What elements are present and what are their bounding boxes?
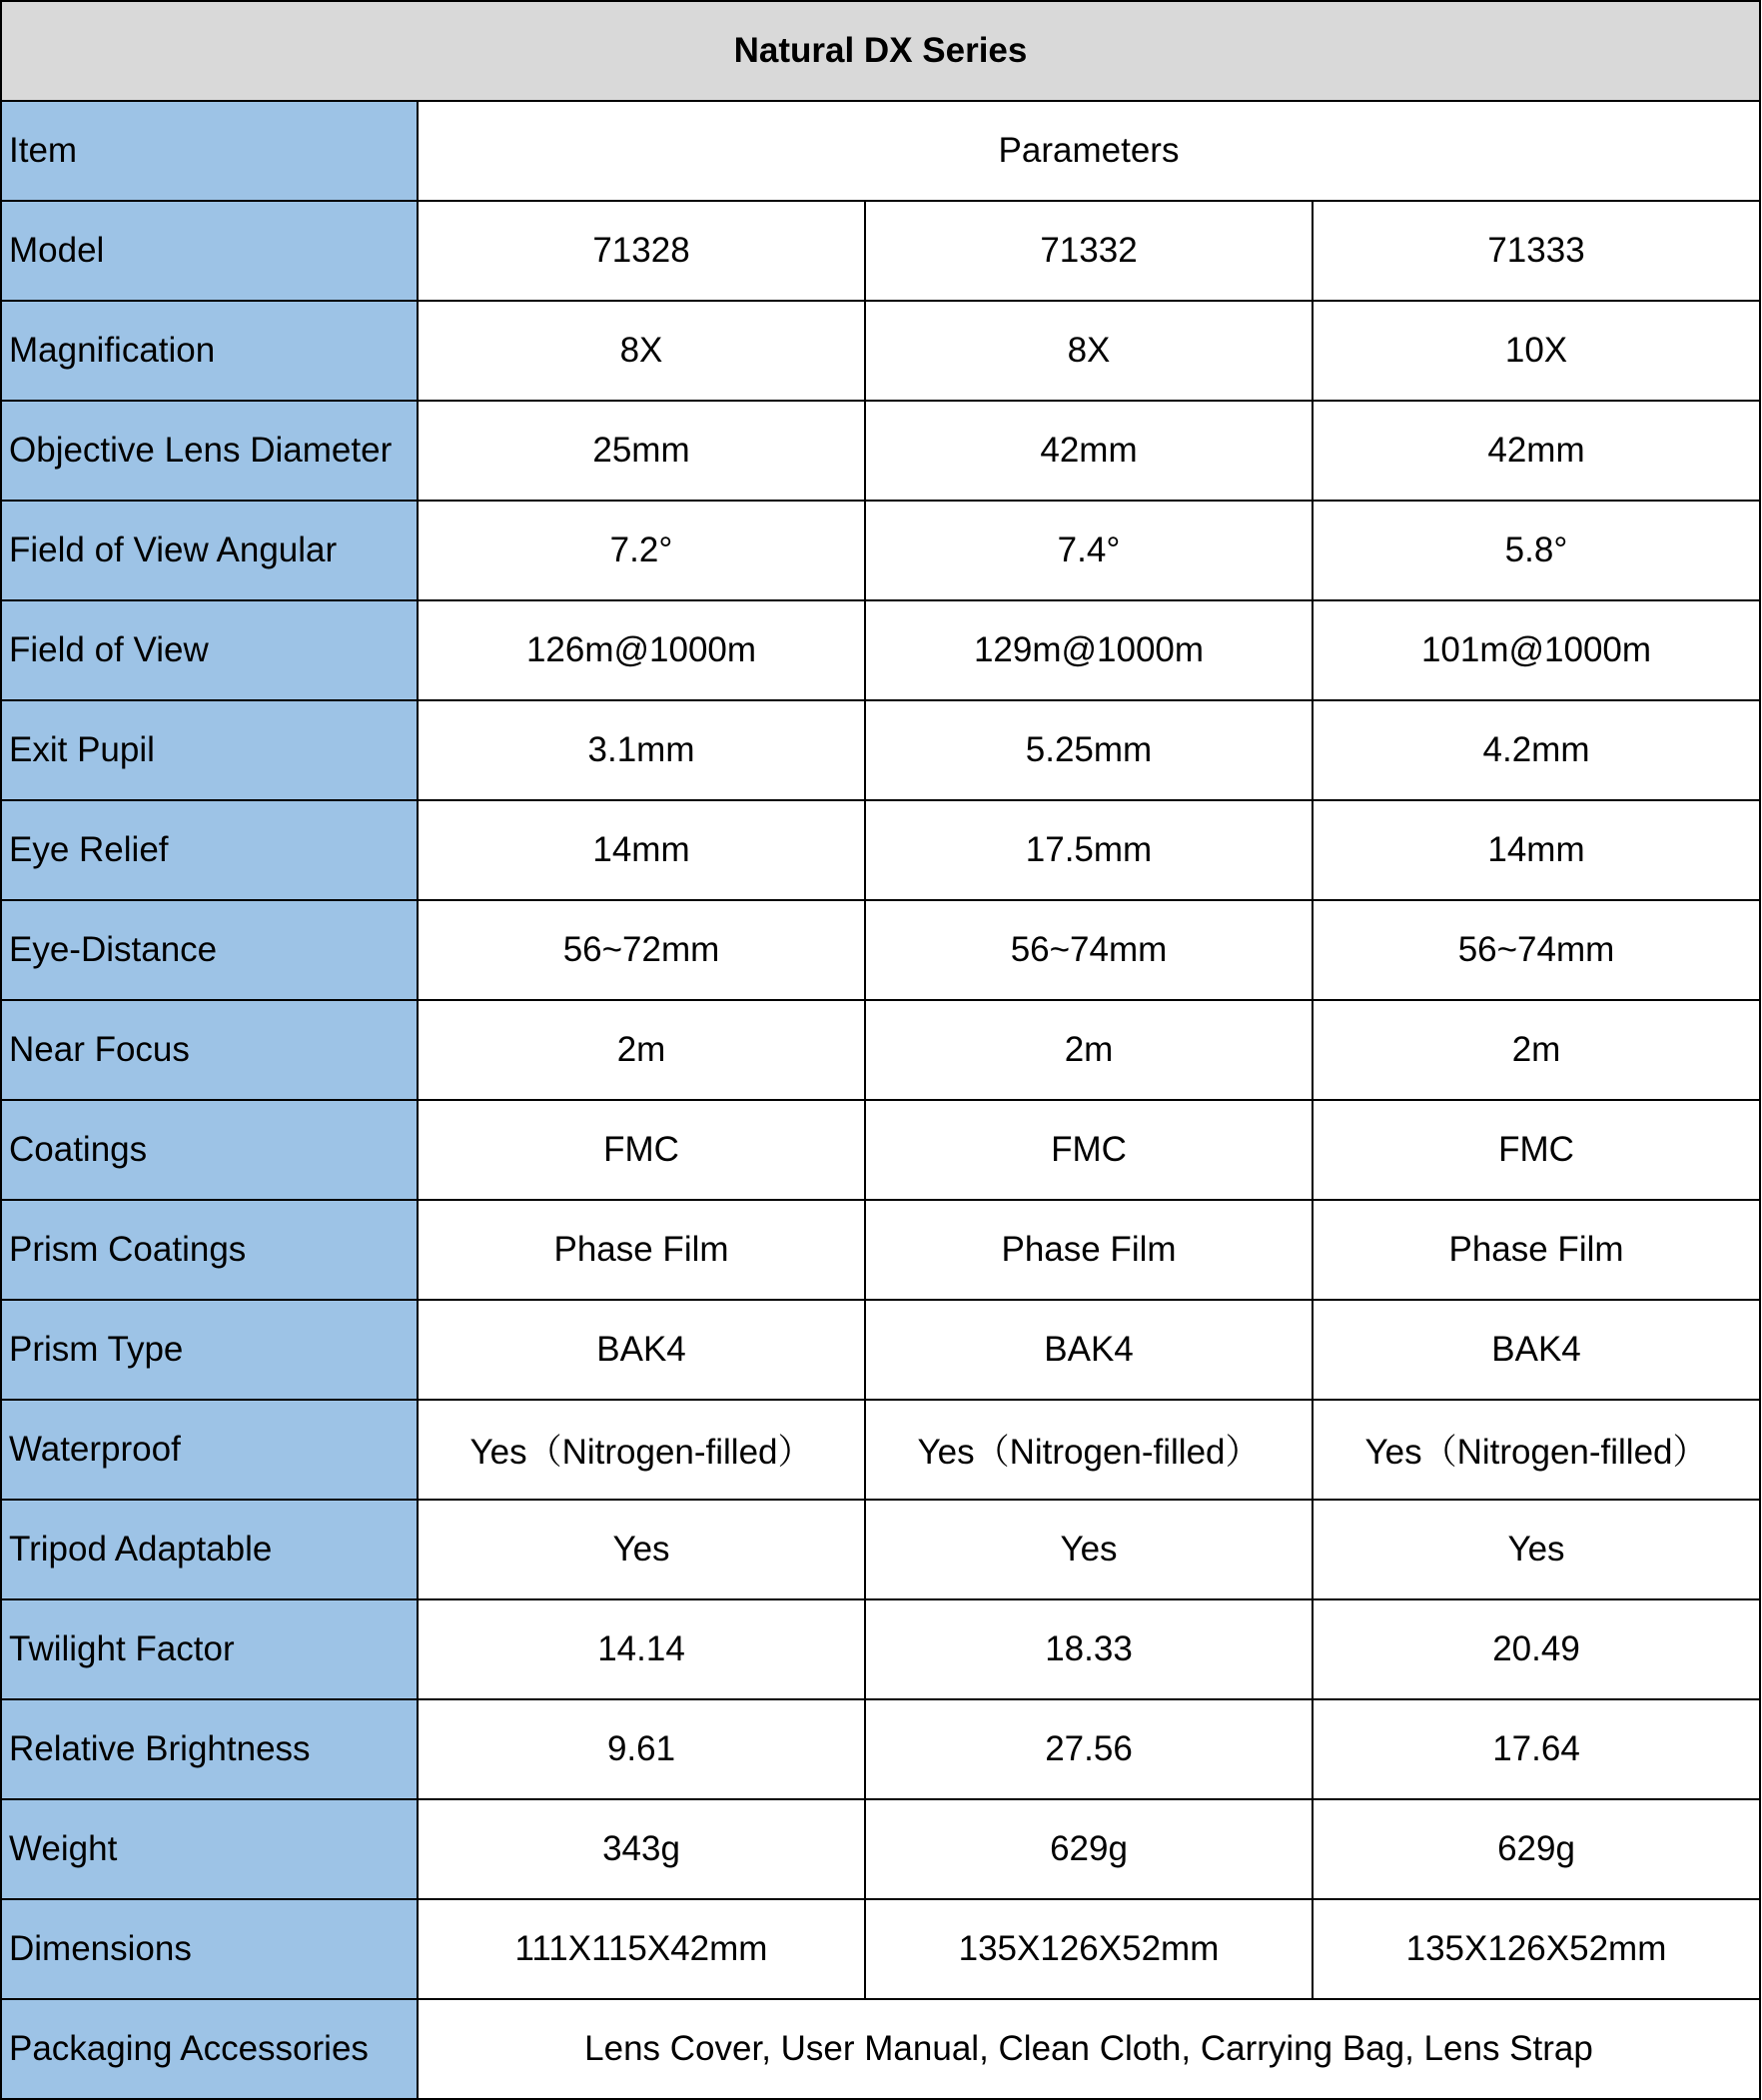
row-label: Field of View Angular — [1, 501, 418, 600]
cell-value: Yes — [1313, 1500, 1760, 1599]
cell-value: FMC — [418, 1100, 865, 1200]
cell-value: 111X115X42mm — [418, 1899, 865, 1999]
table-row — [1, 201, 1760, 301]
header-item-label: Item — [1, 101, 418, 201]
table-row — [1, 401, 1760, 501]
footer-row — [1, 1999, 1760, 2099]
table-row — [1, 800, 1760, 900]
row-label: Waterproof — [1, 1400, 418, 1500]
table-row — [1, 900, 1760, 1000]
row-label: Eye Relief — [1, 800, 418, 900]
row-label: Prism Type — [1, 1300, 418, 1400]
row-label: Dimensions — [1, 1899, 418, 1999]
cell-value: 42mm — [1313, 401, 1760, 501]
table-row — [1, 700, 1760, 800]
row-label: Exit Pupil — [1, 700, 418, 800]
cell-value: Phase Film — [418, 1200, 865, 1300]
packaging-accessories-label: Packaging Accessories — [1, 1999, 418, 2099]
table-row — [1, 1599, 1760, 1699]
table-row — [1, 1000, 1760, 1100]
table-row — [1, 1500, 1760, 1599]
cell-value: 17.64 — [1313, 1699, 1760, 1799]
cell-value: 14.14 — [418, 1599, 865, 1699]
table-row — [1, 1200, 1760, 1300]
row-label: Weight — [1, 1799, 418, 1899]
cell-value: 56~74mm — [865, 900, 1313, 1000]
table-row — [1, 1699, 1760, 1799]
cell-value: 71328 — [418, 201, 865, 301]
cell-value: 126m@1000m — [418, 600, 865, 700]
row-label: Tripod Adaptable — [1, 1500, 418, 1599]
table-row — [1, 600, 1760, 700]
header-row — [1, 101, 1760, 201]
cell-value: Yes（Nitrogen-filled） — [1313, 1400, 1760, 1500]
cell-value: 8X — [418, 301, 865, 401]
packaging-accessories-value: Lens Cover, User Manual, Clean Cloth, Carrying Bag, Lens Strap — [418, 1999, 1760, 2099]
cell-value: Yes（Nitrogen-filled） — [865, 1400, 1313, 1500]
cell-value: 2m — [865, 1000, 1313, 1100]
cell-value: FMC — [1313, 1100, 1760, 1200]
row-label: Eye-Distance — [1, 900, 418, 1000]
cell-value: 4.2mm — [1313, 700, 1760, 800]
row-label: Objective Lens Diameter — [1, 401, 418, 501]
header-parameters-label: Parameters — [418, 101, 1760, 201]
cell-value: Yes — [865, 1500, 1313, 1599]
table-row — [1, 501, 1760, 600]
table-row — [1, 1899, 1760, 1999]
cell-value: 343g — [418, 1799, 865, 1899]
cell-value: 3.1mm — [418, 700, 865, 800]
row-label: Relative Brightness — [1, 1699, 418, 1799]
cell-value: BAK4 — [1313, 1300, 1760, 1400]
table-row — [1, 1100, 1760, 1200]
cell-value: 27.56 — [865, 1699, 1313, 1799]
row-label: Coatings — [1, 1100, 418, 1200]
cell-value: 20.49 — [1313, 1599, 1760, 1699]
cell-value: 10X — [1313, 301, 1760, 401]
cell-value: 135X126X52mm — [1313, 1899, 1760, 1999]
table-row — [1, 301, 1760, 401]
cell-value: 18.33 — [865, 1599, 1313, 1699]
table-title: Natural DX Series — [1, 1, 1760, 101]
table-row — [1, 1300, 1760, 1400]
cell-value: 56~74mm — [1313, 900, 1760, 1000]
cell-value: 25mm — [418, 401, 865, 501]
cell-value: Phase Film — [1313, 1200, 1760, 1300]
cell-value: 8X — [865, 301, 1313, 401]
cell-value: 71332 — [865, 201, 1313, 301]
row-label: Prism Coatings — [1, 1200, 418, 1300]
row-label: Field of View — [1, 600, 418, 700]
cell-value: 101m@1000m — [1313, 600, 1760, 700]
table-row — [1, 1799, 1760, 1899]
cell-value: 135X126X52mm — [865, 1899, 1313, 1999]
cell-value: BAK4 — [865, 1300, 1313, 1400]
row-label: Twilight Factor — [1, 1599, 418, 1699]
cell-value: 5.25mm — [865, 700, 1313, 800]
cell-value: Phase Film — [865, 1200, 1313, 1300]
row-label: Model — [1, 201, 418, 301]
cell-value: 629g — [865, 1799, 1313, 1899]
cell-value: 7.4° — [865, 501, 1313, 600]
cell-value: 7.2° — [418, 501, 865, 600]
cell-value: 2m — [1313, 1000, 1760, 1100]
row-label: Near Focus — [1, 1000, 418, 1100]
cell-value: 9.61 — [418, 1699, 865, 1799]
cell-value: 14mm — [1313, 800, 1760, 900]
cell-value: Yes — [418, 1500, 865, 1599]
title-row — [1, 1, 1760, 101]
cell-value: 14mm — [418, 800, 865, 900]
cell-value: 71333 — [1313, 201, 1760, 301]
cell-value: FMC — [865, 1100, 1313, 1200]
cell-value: 129m@1000m — [865, 600, 1313, 700]
cell-value: 5.8° — [1313, 501, 1760, 600]
cell-value: 17.5mm — [865, 800, 1313, 900]
table-row — [1, 1400, 1760, 1500]
cell-value: 629g — [1313, 1799, 1760, 1899]
cell-value: 56~72mm — [418, 900, 865, 1000]
cell-value: Yes（Nitrogen-filled） — [418, 1400, 865, 1500]
row-label: Magnification — [1, 301, 418, 401]
cell-value: 42mm — [865, 401, 1313, 501]
cell-value: BAK4 — [418, 1300, 865, 1400]
cell-value: 2m — [418, 1000, 865, 1100]
